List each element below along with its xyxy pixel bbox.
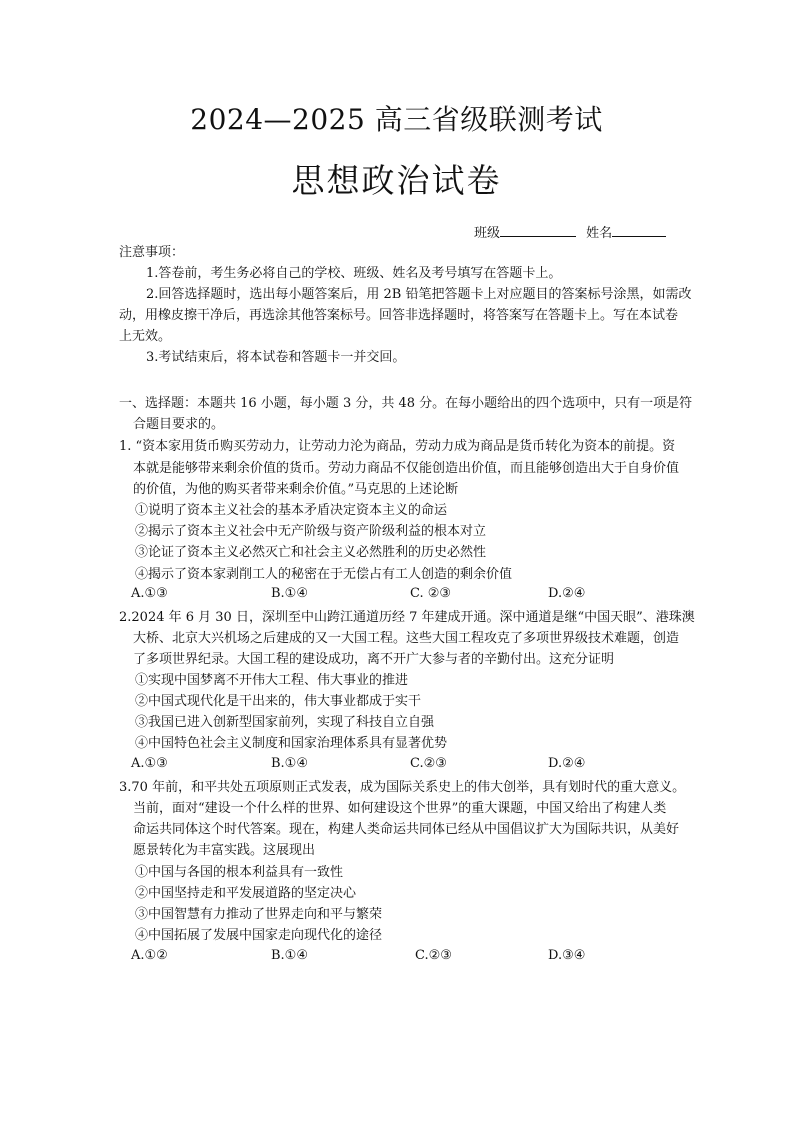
name-label: 姓名 — [586, 226, 613, 241]
note-item: 上无效。 — [119, 329, 172, 344]
question-stem: 的价值，为他的购买者带来剩余价值。”马克思的上述论断 — [133, 482, 459, 497]
class-label: 班级 — [474, 226, 501, 241]
note-item: 3.考试结束后，将本试卷和答题卡一并交回。 — [146, 350, 406, 365]
option-b: B.①④ — [271, 586, 308, 601]
statement: ④中国拓展了发展中国家走向现代化的途径 — [135, 928, 383, 943]
question-stem: 本就是能够带来剩余价值的货币。劳动力商品不仅能创造出价值，而且能够创造出大于自身价值 — [133, 461, 680, 476]
option-c: C.②③ — [415, 948, 452, 963]
question-stem: 2.2024 年 6 月 30 日，深圳至中山跨江通道历经 7 年建成开通。深中通道是继“中国天眼”、港珠澳 — [119, 610, 695, 625]
statement: ②中国式现代化是干出来的，伟大事业都成于实干 — [135, 694, 422, 709]
exam-title: 2024—2025 高三省级联测考试 — [190, 103, 603, 136]
option-b: B.①④ — [271, 756, 308, 771]
question-stem: 愿景转化为丰富实践。这展现出 — [133, 843, 316, 858]
option-a: A.①② — [131, 948, 168, 963]
statement: ②中国坚持走和平发展道路的坚定决心 — [135, 886, 357, 901]
student-info — [474, 222, 666, 244]
statement: ④中国特色社会主义制度和国家治理体系具有显著优势 — [135, 736, 448, 751]
statement: ①说明了资本主义社会的基本矛盾决定资本主义的命运 — [135, 503, 448, 518]
note-item: 1.答卷前，考生务必将自己的学校、班级、姓名及考号填写在答题卡上。 — [146, 266, 562, 281]
subject-title: 思想政治试卷 — [291, 161, 502, 200]
name-blank[interactable] — [612, 222, 666, 237]
question-stem: 了多项世界纪录。大国工程的建设成功，离不开广大参与者的辛勤付出。这充分证明 — [133, 652, 615, 667]
class-blank[interactable] — [500, 222, 576, 237]
statement: ①实现中国梦离不开伟大工程、伟大事业的推进 — [135, 673, 409, 688]
question-stem: 当前，面对“建设一个什么样的世界、如何建设这个世界”的重大课题，中国又给出了构建人类 — [133, 801, 667, 816]
option-d: D.②④ — [548, 756, 586, 771]
question-stem: 1. “资本家用货币购买劳动力，让劳动力沦为商品，劳动力成为商品是货币转化为资本的前提。资 — [119, 439, 676, 454]
statement: ④揭示了资本家剥削工人的秘密在于无偿占有工人创造的剩余价值 — [135, 567, 513, 582]
option-d: D.②④ — [548, 586, 586, 601]
option-a: A.①③ — [131, 586, 168, 601]
option-d: D.③④ — [548, 948, 586, 963]
question-stem: 命运共同体这个时代答案。现在，构建人类命运共同体已经从中国倡议扩大为国际共识，从美好 — [133, 822, 680, 837]
statement: ③中国智慧有力推动了世界走向和平与繁荣 — [135, 907, 383, 922]
option-b: B.①④ — [271, 948, 308, 963]
statement: ③我国已进入创新型国家前列，实现了科技自立自强 — [135, 715, 435, 730]
statement: ①中国与各国的根本利益具有一致性 — [135, 865, 344, 880]
statement: ②揭示了资本主义社会中无产阶级与资产阶级利益的根本对立 — [135, 524, 487, 539]
question-stem: 3.70 年前，和平共处五项原则正式发表，成为国际关系史上的伟大创举，具有划时代的重大意义。 — [119, 780, 686, 795]
section-heading-cont: 合题目要求的。 — [133, 417, 225, 432]
option-a: A.①③ — [131, 756, 168, 771]
note-item: 2.回答选择题时，选出每小题答案后，用 2B 铅笔把答题卡上对应题目的答案标号涂黑，如需改 — [146, 287, 692, 302]
option-c: C. ②③ — [410, 586, 452, 601]
section-heading: 一、选择题：本题共 16 小题，每小题 3 分，共 48 分。在每小题给出的四个选项中，只有一项是符 — [119, 396, 693, 411]
option-c: C.②③ — [410, 756, 447, 771]
note-item: 动，用橡皮擦干净后，再选涂其他答案标号。回答非选择题时，将答案写在答题卡上。写在本试卷 — [119, 308, 679, 323]
notes-heading: 注意事项： — [119, 245, 185, 260]
statement: ③论证了资本主义必然灭亡和社会主义必然胜利的历史必然性 — [135, 545, 487, 560]
question-stem: 大桥、北京大兴机场之后建成的又一大国工程。这些大国工程攻克了多项世界级技术难题，创造 — [133, 631, 680, 646]
